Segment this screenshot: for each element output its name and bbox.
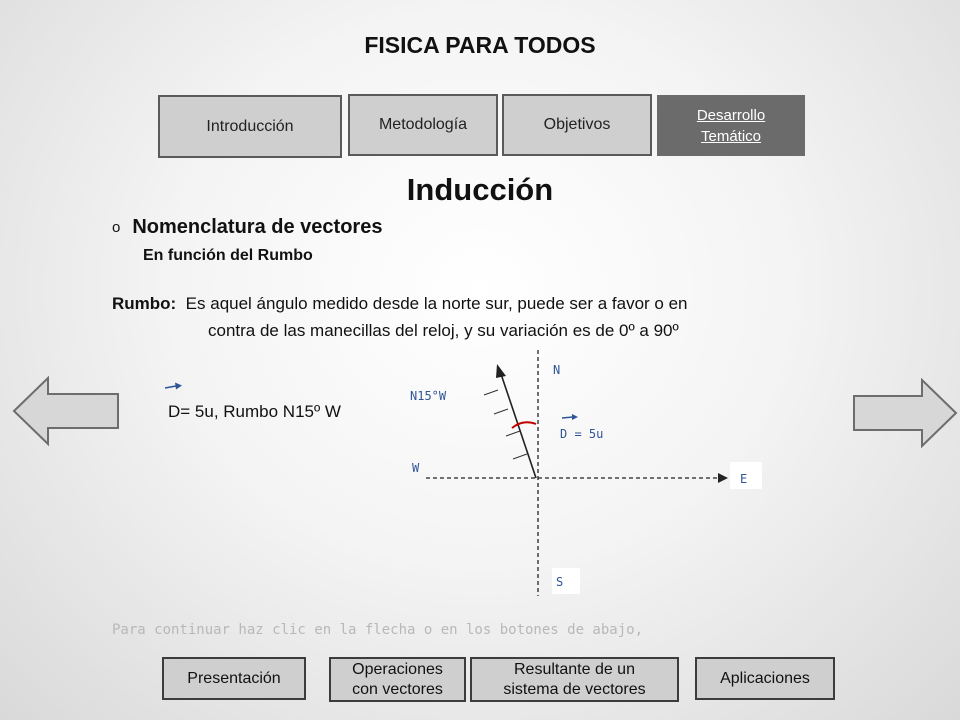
vector-d-line	[501, 374, 536, 478]
vector-tick	[506, 431, 520, 436]
vector-arrow-icon	[164, 381, 184, 393]
previous-arrow-button[interactable]	[12, 376, 120, 446]
resultante-sistema-button[interactable]	[470, 657, 679, 702]
definition-line-2: contra de las manecillas del reloj, y su variación es de 0º a 90º	[208, 321, 679, 340]
section-heading: Inducción	[406, 172, 554, 207]
page-title: FISICA PARA TODOS	[364, 32, 596, 58]
angle-arc	[512, 422, 536, 428]
west-label: W	[412, 461, 420, 475]
vector-tick	[494, 409, 508, 414]
south-label: S	[556, 575, 564, 589]
aplicaciones-button[interactable]	[695, 657, 835, 700]
east-label: E	[740, 472, 748, 486]
angle-label: N15°W	[410, 389, 447, 403]
bullet-title: Nomenclatura de vectores	[132, 216, 383, 238]
north-label: N	[553, 363, 561, 377]
rumbo-diagram	[396, 350, 776, 600]
bullet-item	[112, 216, 382, 239]
vector-label-arrow-icon	[562, 417, 573, 418]
east-axis-arrowhead	[718, 473, 728, 483]
aplicaciones-button-label: Aplicaciones	[720, 669, 810, 687]
tab-introduccion[interactable]	[158, 95, 342, 158]
vector-magnitude-label: D = 5u	[560, 427, 604, 441]
tab-introduccion-label: Introducción	[206, 117, 294, 135]
tab-objetivos[interactable]	[502, 94, 652, 156]
presentacion-button[interactable]	[162, 657, 306, 700]
tab-objetivos-label: Objetivos	[543, 116, 611, 133]
tab-desarrollo-tematico[interactable]	[657, 95, 805, 156]
tab-desarrollo-tematico-label: Desarrollo Temático	[696, 106, 766, 145]
presentacion-button-label: Presentación	[187, 669, 281, 687]
vector-d-arrowhead	[496, 364, 506, 378]
vector-example: D= 5u, Rumbo N15º W	[168, 402, 341, 421]
definition-term: Rumbo:	[112, 294, 177, 313]
definition-text-1: Es aquel ángulo medido desde la norte sur, puede ser a favor o en	[185, 294, 688, 313]
definition-line-1	[112, 294, 688, 314]
tab-metodologia-label: Metodología	[378, 116, 468, 133]
vector-label-arrowhead	[572, 414, 578, 420]
operaciones-vectores-button[interactable]	[329, 657, 466, 702]
tab-metodologia[interactable]	[348, 94, 498, 156]
bullet-marker: o	[112, 219, 121, 236]
resultante-sistema-button-label: Resultante de un sistema de vectores	[503, 660, 646, 698]
next-arrow-button[interactable]	[852, 378, 958, 448]
subheading: En función del Rumbo	[143, 247, 313, 264]
operaciones-vectores-button-label: Operaciones con vectores	[352, 660, 443, 698]
footer-note: Para continuar haz clic en la flecha o en los botones de abajo,	[112, 622, 644, 638]
vector-tick	[484, 390, 498, 395]
vector-tick	[513, 454, 527, 459]
